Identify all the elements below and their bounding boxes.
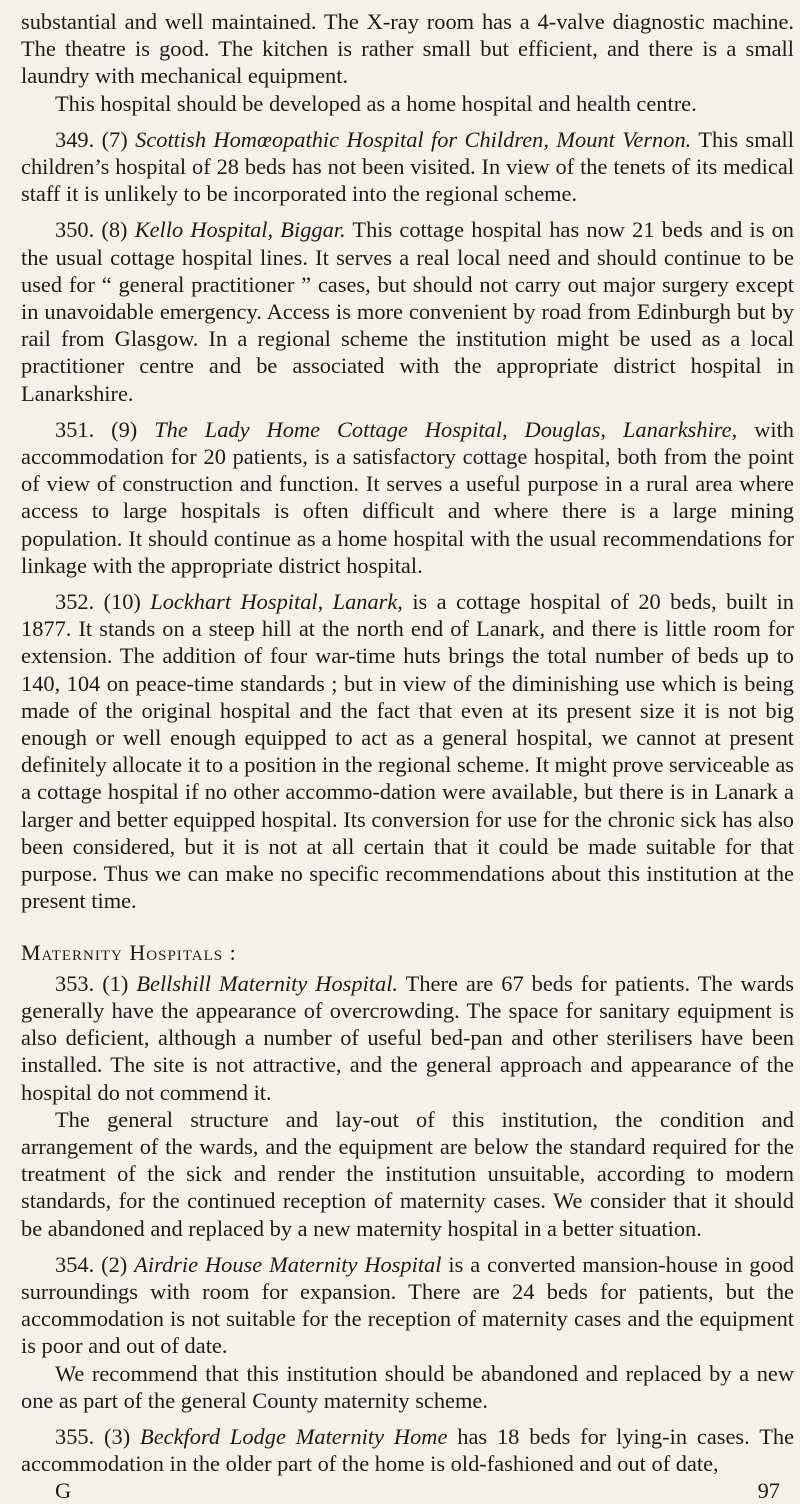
- paragraph-continuation: substantial and well maintained. The X-ray room has a 4-valve diagnostic machine. The theatre is good. The kitchen is rather small but efficient, and there is a small laundry with mechanical equipment.: [21, 9, 794, 89]
- institution-title: Scottish Homœopathic Hospital for Children, Mount Vernon.: [135, 126, 692, 152]
- item-number: 355. (3): [55, 1423, 131, 1449]
- paragraph-body: is a cottage hospital of 20 beds, built in 1877. It stands on a steep hill at the north end of Lanark, and there is little room for extension. The addition of four war-time huts brings the total number of beds up to 140, 104 on peace-time standards ; but in view of the diminishing use which is being made of the original hospital and the fact that even at its present size it is not big enough or well enough equipped to act as a general hospital, we cannot at present definitely allocate it to a position in the regional scheme. It might prove serviceable as a cottage hospital if no other accommo-dation were available, but there is in Lanark a larger and better equipped hospital. Its conversion for use for the chronic sick has also been considered, but it is not at all certain that it could be made suitable for that purpose. Thus we can make no specific recommendations about this institution at the present time.: [21, 589, 794, 914]
- item-number: 351. (9): [55, 416, 138, 442]
- institution-title: Airdrie House Maternity Hospital: [134, 1251, 442, 1277]
- institution-title: Beckford Lodge Maternity Home: [140, 1423, 448, 1449]
- paragraph-350: [21, 216, 794, 406]
- institution-title: Bellshill Maternity Hospital.: [136, 970, 399, 996]
- institution-title: Lockhart Hospital, Lanark,: [150, 589, 403, 615]
- institution-title: The Lady Home Cottage Hospital, Douglas, Lanarkshire,: [154, 416, 738, 442]
- paragraph-body: has 18 beds for lying-in cases. The accommodation in the older part of the home is old-fashioned and out of date,: [21, 1423, 795, 1477]
- item-number: 350. (8): [55, 217, 128, 243]
- paragraph-349: [21, 126, 794, 208]
- paragraph-body: There are 67 beds for patients. The wards generally have the appearance of overcrowding. The space for sanitary equipment is also deficient, although a number of useful bed-pan and other sterilisers have been installed. The site is not attractive, and the general approach and appearance of the hospital do not commend it.: [21, 970, 794, 1105]
- paragraph-body: This cottage hospital has now 21 beds and is on the usual cottage hospital lines. It serves a real local need and should continue to be used for “ general practitioner ” cases, but should not carry out major surgery except in unavoidable emergency. Access is more convenient by road from Edinburgh but by rail from Glasgow. In a regional scheme the institution might be used as a local practitioner centre and be associated with the appropriate district hospital in Lanarkshire.: [21, 217, 794, 406]
- paragraph-353: [21, 970, 794, 1106]
- paragraph-recommendation-home-hospital: This hospital should be developed as a home hospital and health centre.: [55, 90, 697, 116]
- page-number: 97: [757, 1478, 780, 1504]
- item-number: 352. (10): [55, 589, 141, 615]
- paragraph-353-continued: The general structure and lay-out of this institution, the condition and arrangement of the wards, and the equipment are below the standard required for the treatment of the sick and render the institution unsuitable, according to modern standards, for the continued reception of maternity cases. We consider that it should be abandoned and replaced by a new maternity hospital in a better situation.: [21, 1106, 794, 1241]
- paragraph-354-recommendation: We recommend that this institution should be abandoned and replaced by a new one as part of the general County maternity scheme.: [21, 1360, 794, 1413]
- paragraph-body: is a converted mansion-house in good surroundings with room for expansion. There are 24 beds for patients, but the accommodation is not suitable for the reception of maternity cases and the equipment is poor and out of date.: [21, 1251, 794, 1359]
- paragraph-body: This small children’s hospital of 28 beds has not been visited. In view of the tenets of its medical staff it is unlikely to be incorporated into the regional scheme.: [21, 126, 794, 207]
- page-footer: [21, 1477, 794, 1504]
- section-heading-maternity: Maternity Hospitals :: [21, 939, 237, 965]
- item-number: 349. (7): [55, 126, 128, 152]
- signature-mark: G: [55, 1478, 72, 1504]
- paragraph-351: [21, 416, 794, 579]
- paragraph-352: [21, 588, 794, 914]
- institution-title: Kello Hospital, Biggar.: [134, 217, 346, 243]
- paragraph-355: [21, 1423, 794, 1477]
- paragraph-354: [21, 1251, 794, 1360]
- item-number: 353. (1): [55, 970, 129, 996]
- item-number: 354. (2): [55, 1251, 128, 1277]
- paragraph-body: with accommodation for 20 patients, is a satisfactory cottage hospital, both from the point of view of construction and function. It serves a useful purpose in a rural area where access to large hospitals is often difficult and where there is a large mining population. It should continue as a home hospital with the usual recommendations for linkage with the appropriate district hospital.: [21, 416, 794, 578]
